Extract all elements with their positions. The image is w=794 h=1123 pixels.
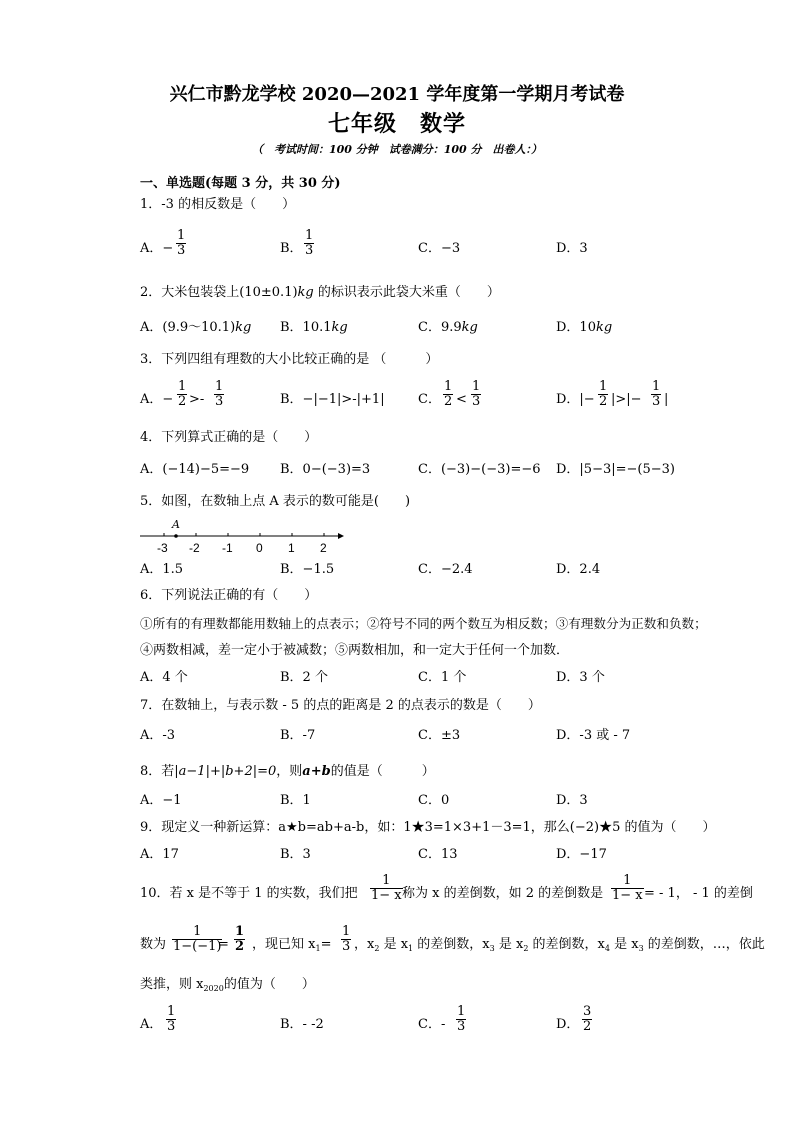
q10-line1-post: = - 1， - 1 的差倒 [644, 886, 753, 901]
q3-stem: 3．下列四组有理数的大小比较正确的是 （ ） [140, 352, 439, 367]
q2-stem: 2．大米包装袋上(10±0.1)kg 的标识表示此袋大米重（ ） [140, 285, 500, 300]
q5-stem: 5．如图，在数轴上点 A 表示的数可能是( ) [140, 494, 411, 509]
tick-label-0: 0 [256, 541, 263, 555]
q10-neg1-fraction: 1 1−(−1) [173, 924, 222, 954]
q1-option-b-fraction: 1 3 [305, 228, 314, 258]
q8-stem: 8．若|a−1|+|b+2|=0，则a+b的值是（ ） [140, 764, 435, 779]
q2-option-c: C．9.9kg [418, 320, 478, 335]
q9-option-c: C．13 [418, 847, 458, 862]
q10-example-fraction: 1 1− x [612, 873, 643, 903]
q6-statements-line2: ④两数相减，差一定小于被减数；⑤两数相加，和一定大于任何一个加数． [140, 643, 570, 658]
q8-option-d: D．3 [556, 793, 588, 808]
q3-option-c-label: C． [418, 392, 441, 407]
q2-option-d: D．10kg [556, 320, 613, 335]
q1-stem: 1．-3 的相反数是（ ） [140, 197, 296, 212]
q1-option-a-fraction: 1 3 [177, 228, 186, 258]
q10-line2-rest: ，$x_2$ 是 $x_1$ 的差倒数，$x_3$ 是 $x_2$ 的差倒数，$x_4$ 是 $x_3$ 的差倒数，…，依此 [354, 937, 765, 953]
q10-option-c-label: C．- [418, 1017, 446, 1032]
q1-option-b-label: B． [280, 241, 303, 256]
q10-reciprocal-fraction: 1 1− x [371, 873, 402, 903]
q3-option-d-compare: |>|− [611, 392, 642, 407]
number-line-arrow [338, 533, 344, 539]
q3-option-a-label: A．− [140, 392, 174, 407]
q2-option-b: B．10.1kg [280, 320, 348, 335]
q2-option-a: A．(9.9～10.1)kg [140, 320, 252, 335]
q4-option-b: B．0−(−3)=3 [280, 462, 371, 477]
q5-option-b: B．−1.5 [280, 562, 335, 577]
q8-option-a: A．−1 [140, 793, 182, 808]
q6-statements-line1: ①所有的有理数都能用数轴上的点表示；②符号不同的两个数互为相反数；③有理数分为正数和负数； [140, 616, 707, 631]
q10-line2-pre: 数为 [140, 937, 167, 952]
q6-option-d: D．3 个 [556, 670, 605, 685]
q3-option-c-frac2: 1 3 [472, 379, 481, 409]
q3-option-d-end: | [664, 392, 669, 407]
q8-option-b: B．1 [280, 793, 311, 808]
q7-option-d: D．-3 或 - 7 [556, 728, 631, 743]
tick-label-neg2: -2 [189, 541, 200, 555]
q1-option-d: D．3 [556, 241, 588, 256]
q6-option-c: C．1 个 [418, 670, 467, 685]
q3-option-b: B．−|−1|>-|+1| [280, 392, 385, 407]
q3-option-a-frac2: 1 3 [215, 379, 224, 409]
q5-option-a: A．1.5 [140, 562, 184, 577]
q6-stem: 6．下列说法正确的有（ ） [140, 588, 318, 603]
q3-option-d-frac1: 1 2 [599, 379, 608, 409]
q3-option-a-frac1: 1 2 [178, 379, 187, 409]
q10-option-c-fraction: 1 3 [457, 1004, 466, 1034]
q10-line3: 类推，则 $x_{2020}$的值为（ ） [140, 977, 315, 993]
q10-option-d-label: D． [556, 1017, 580, 1032]
point-a-label: A [172, 518, 180, 531]
q3-option-d-label: D．|− [556, 392, 595, 407]
q3-option-a-compare: >- [189, 392, 205, 407]
q10-equals: = [218, 937, 229, 952]
q5-option-c: C．−2.4 [418, 562, 473, 577]
exam-school-title: 兴仁市黔龙学校 2020—2021 学年度第一学期月考试卷 [169, 84, 625, 105]
q9-option-a: A．17 [140, 847, 179, 862]
q7-option-c: C．±3 [418, 728, 461, 743]
q6-option-a: A．4 个 [140, 670, 188, 685]
q9-option-b: B．3 [280, 847, 311, 862]
grade-subject-title: 七年级 数学 [327, 111, 466, 137]
q6-option-b: B．2 个 [280, 670, 328, 685]
tick-label-1: 1 [288, 541, 295, 555]
q1-option-a-label: A．− [140, 241, 174, 256]
q10-option-a-fraction: 1 3 [167, 1004, 176, 1034]
q1-option-c: C．−3 [418, 241, 461, 256]
q7-option-a: A．-3 [140, 728, 176, 743]
q10-option-a-label: A． [140, 1017, 163, 1032]
q10-line2-given: ，现已知 $x_1=$ [252, 937, 332, 953]
q9-option-d: D．−17 [556, 847, 607, 862]
q10-line1-pre: 10．若 x 是不等于 1 的实数，我们把 [140, 886, 358, 901]
exam-info: （ 考试时间：100 分钟 试卷满分：100 分 出卷人：） [251, 143, 543, 156]
q7-option-b: B．-7 [280, 728, 316, 743]
q4-option-d: D．|5−3|=−(5−3) [556, 462, 675, 477]
q7-stem: 7．在数轴上，与表示数 - 5 的点的距离是 2 的点表示的数是（ ） [140, 698, 541, 713]
number-line-figure [138, 514, 348, 556]
tick-label-neg1: -1 [222, 541, 233, 555]
q4-stem: 4．下列算式正确的是（ ） [140, 430, 318, 445]
q8-option-c: C．0 [418, 793, 450, 808]
tick-label-2: 2 [320, 541, 327, 555]
q10-line1-mid: 称为 x 的差倒数，如 2 的差倒数是 [402, 886, 604, 901]
q4-option-a: A．(−14)−5=−9 [140, 462, 250, 477]
q5-option-d: D．2.4 [556, 562, 601, 577]
q3-option-c-compare: < [456, 392, 467, 407]
q10-half-fraction: 1 2 [235, 924, 245, 954]
q3-option-d-frac2: 1 3 [652, 379, 661, 409]
q9-stem: 9．现定义一种新运算：a★b=ab+a-b，如：1★3=1×3+1－3=1，那么(−2)★5 的值为（ ） [140, 820, 716, 835]
point-a [174, 534, 178, 538]
q4-option-c: C．(−3)−(−3)=−6 [418, 462, 541, 477]
q3-option-c-frac1: 1 2 [444, 379, 453, 409]
q10-x1-fraction: 1 3 [342, 924, 351, 954]
section-title: 一、单选题(每题 3 分，共 30 分) [140, 176, 341, 191]
q10-option-d-fraction: 3 2 [583, 1004, 592, 1034]
tick-label-neg3: -3 [157, 541, 168, 555]
q10-option-b: B．- -2 [280, 1017, 324, 1032]
